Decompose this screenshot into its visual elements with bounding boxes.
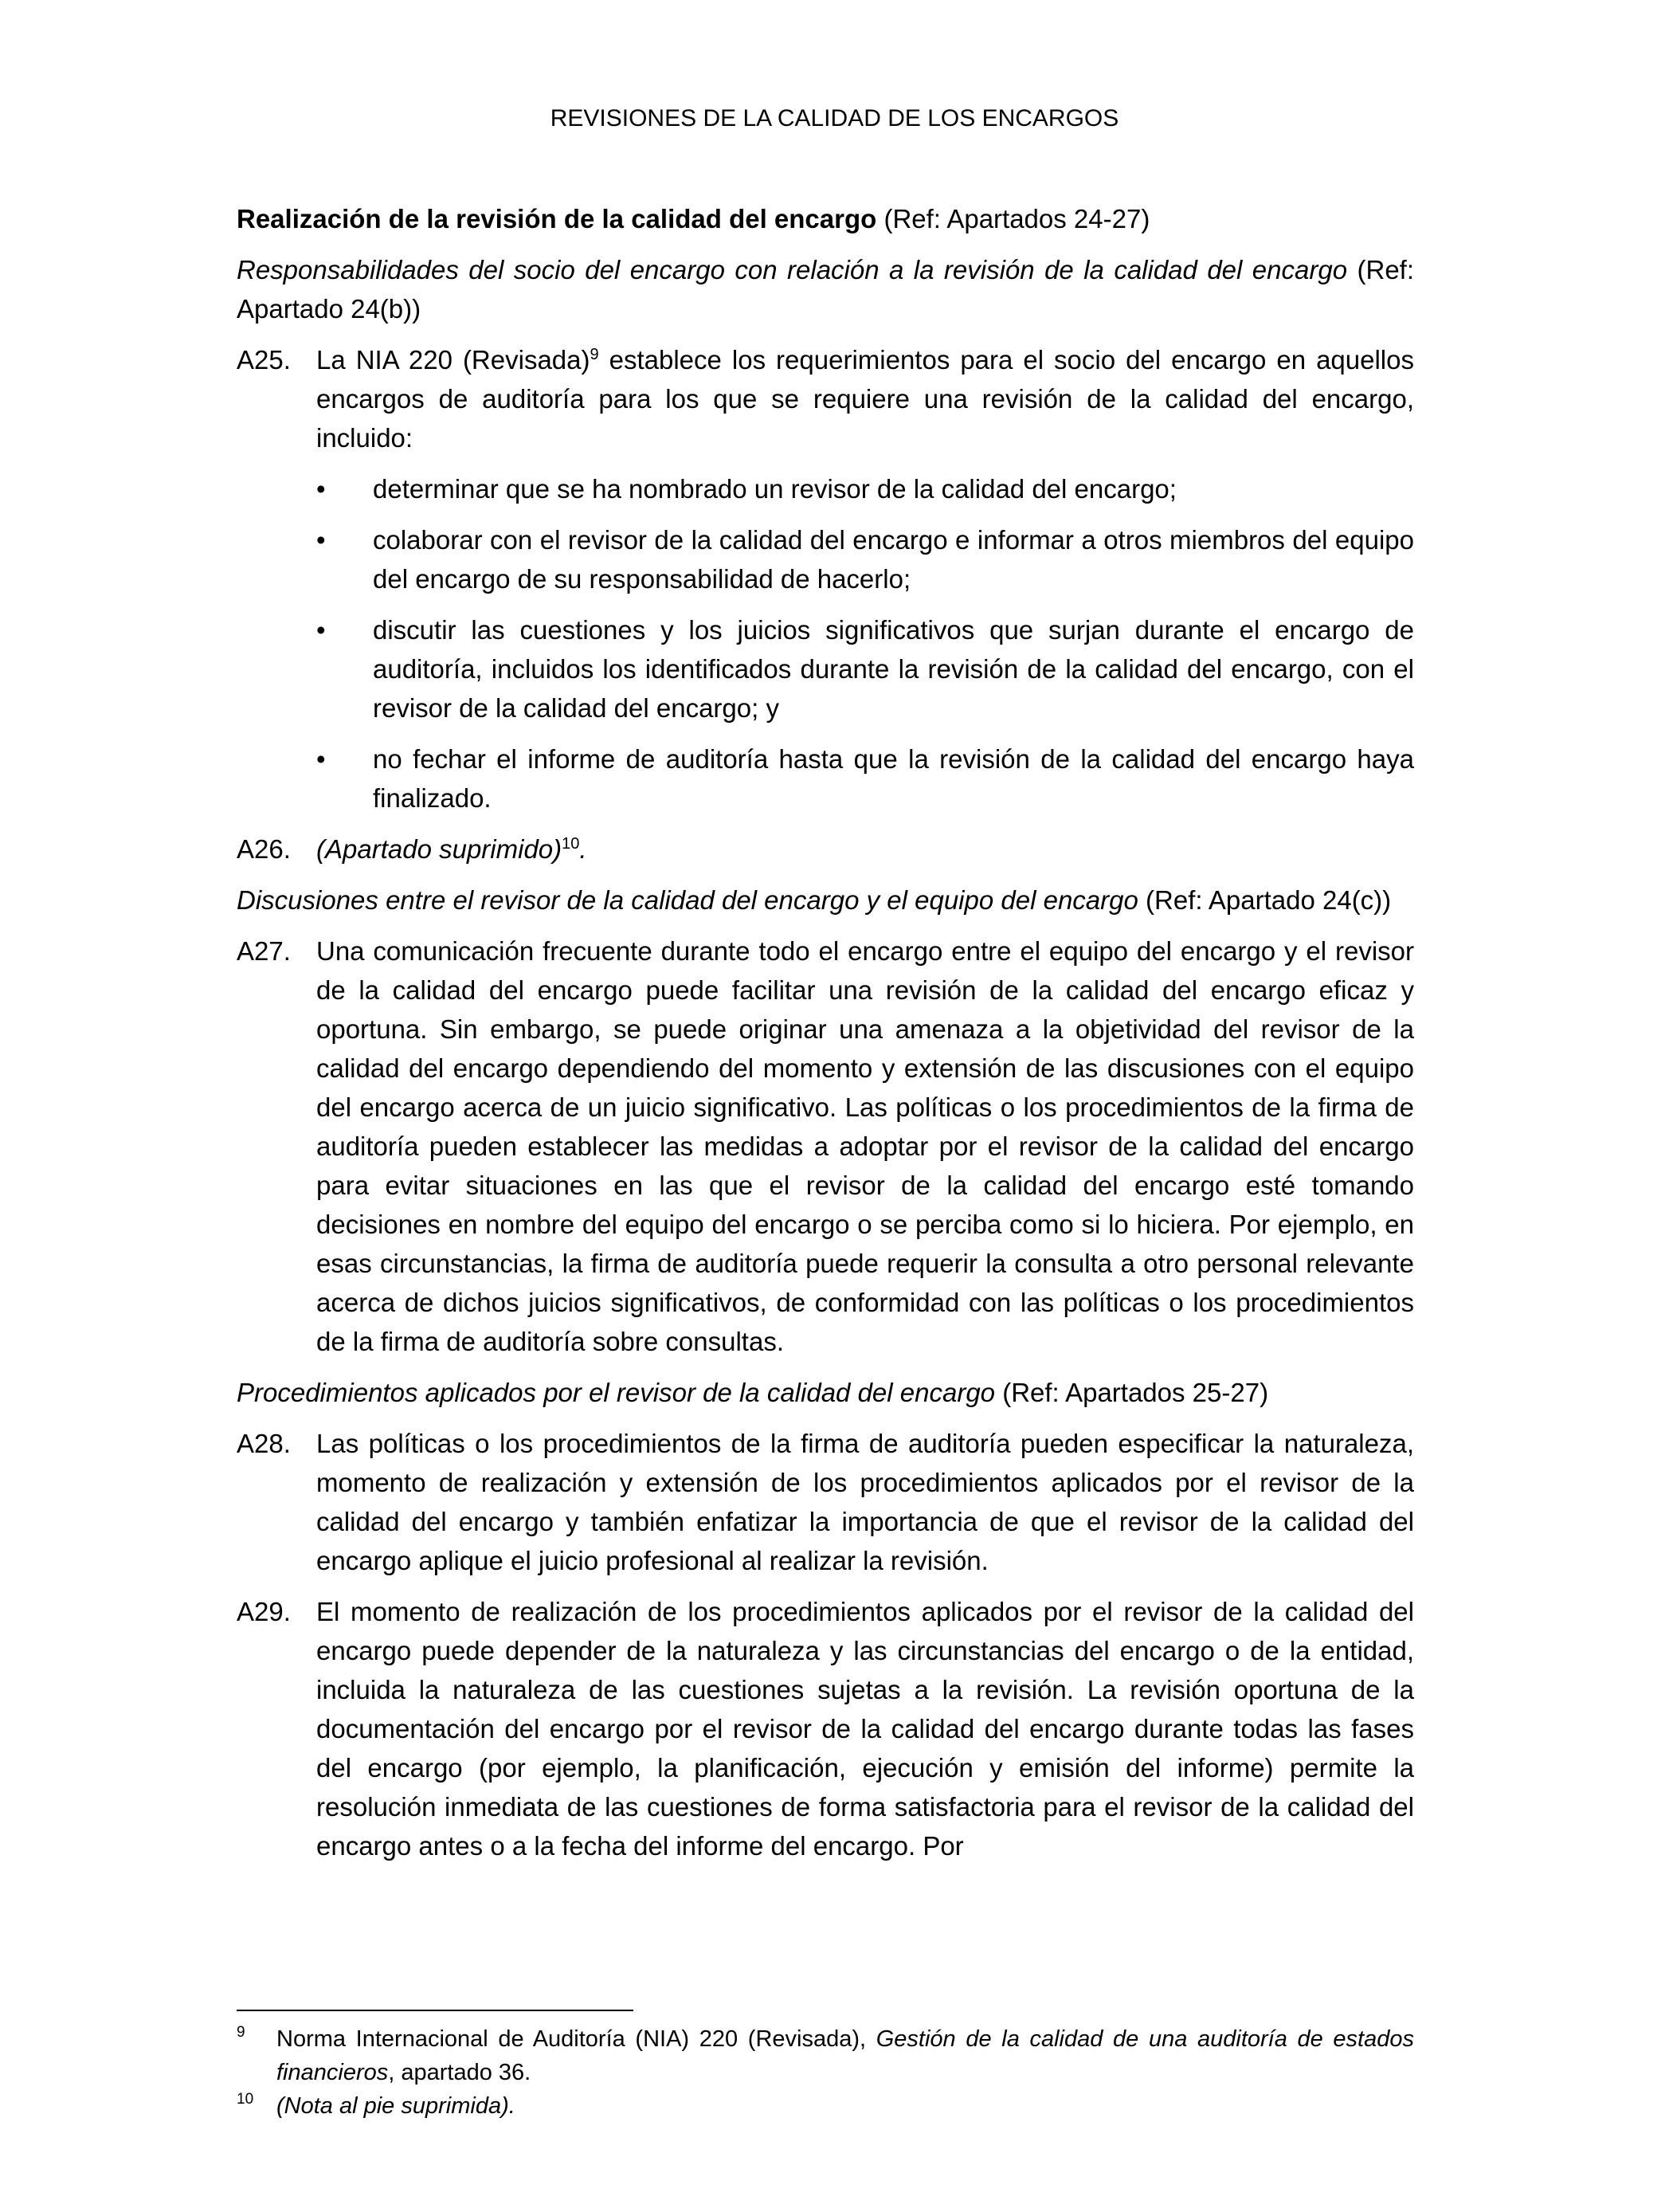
paragraph-number: A26. bbox=[237, 834, 291, 864]
page-body bbox=[237, 199, 1414, 1877]
subheading-responsabilidades bbox=[237, 250, 1414, 328]
list-item-text: discutir las cuestiones y los juicios significativos que surjan durante el encargo de auditoría, incluidos los identificados durante la revisión de la calidad del encargo, con el revisor de la calidad del encargo; y bbox=[373, 615, 1414, 723]
footnote-10 bbox=[237, 2089, 1414, 2123]
subheading-title: Procedimientos aplicados por el revisor de la calidad del encargo bbox=[237, 1378, 996, 1407]
subheading-ref: (Ref: Apartado 24(b)) bbox=[237, 255, 1415, 324]
list-item bbox=[316, 739, 1414, 818]
subheading-ref: (Ref: Apartados 25-27) bbox=[995, 1378, 1269, 1407]
list-item bbox=[316, 520, 1414, 598]
section-heading-title: Realización de la revisión de la calidad del encargo bbox=[237, 204, 877, 233]
list-item bbox=[316, 469, 1414, 508]
bullet-icon: • bbox=[316, 525, 326, 555]
paragraph-text: El momento de realización de los procedimientos aplicados por el revisor de la calidad del encargo puede depender de la naturaleza y las circunstancias del encargo o de la entidad, incluida la naturaleza de las cuestiones sujetas a la revisión. La revisión oportuna de la documentación del encargo por el revisor de la calidad del encargo durante todas las fases del encargo (por ejemplo, la planificación, ejecución y emisión del informe) permite la resolución inmediata de las cuestiones de forma satisfactoria para el revisor de la calidad del encargo antes o a la fecha del informe del encargo. Por bbox=[316, 1597, 1414, 1861]
paragraph-number: A28. bbox=[237, 1429, 291, 1458]
footnote-text-tail: , apartado 36. bbox=[388, 2060, 531, 2085]
paragraph-a27 bbox=[237, 931, 1414, 1361]
paragraph-a28 bbox=[237, 1424, 1414, 1580]
subheading-discusiones bbox=[237, 880, 1414, 920]
bullet-icon: • bbox=[316, 744, 326, 774]
paragraph-a29 bbox=[237, 1592, 1414, 1865]
paragraph-number: A29. bbox=[237, 1597, 291, 1626]
paragraph-text-continued: establece los requerimientos para el socio del encargo en aquellos encargos de auditoría para los que se requiere una revisión de la calidad del encargo, incluido: bbox=[316, 345, 1414, 453]
paragraph-text: La NIA 220 (Revisada) bbox=[316, 345, 590, 375]
paragraph-text: Una comunicación frecuente durante todo el encargo entre el equipo del encargo y el revisor de la calidad del encargo puede facilitar una revisión de la calidad del encargo eficaz y oportuna. Sin embargo, se puede originar una amenaza a la objetividad del revisor de la calidad del encargo dependiendo del momento y extensión de las discusiones con el equipo del encargo acerca de un juicio significativo. Las políticas o los procedimientos de la firma de auditoría pueden establecer las medidas a adoptar por el revisor de la calidad del encargo para evitar situaciones en las que el revisor de la calidad del encargo esté tomando decisiones en nombre del equipo del encargo o se perciba como si lo hiciera. Por ejemplo, en esas circunstancias, la firma de auditoría puede requerir la consulta a otro personal relevante acerca de dichos juicios significativos, de conformidad con las políticas o los procedimientos de la firma de auditoría sobre consultas. bbox=[316, 936, 1414, 1356]
bullet-icon: • bbox=[316, 474, 326, 504]
bullet-icon: • bbox=[316, 615, 326, 645]
footnote-mark: 10 bbox=[237, 2091, 254, 2108]
subheading-title: Discusiones entre el revisor de la calidad del encargo y el equipo del encargo bbox=[237, 885, 1138, 915]
subheading-procedimientos bbox=[237, 1373, 1414, 1412]
paragraph-text: (Apartado suprimido) bbox=[316, 834, 562, 864]
footnote-reference-10[interactable]: 10 bbox=[562, 835, 580, 853]
subheading-title: Responsabilidades del socio del encargo con relación a la revisión de la calidad del encargo bbox=[237, 255, 1348, 284]
list-item-text: determinar que se ha nombrado un revisor de la calidad del encargo; bbox=[373, 474, 1177, 504]
list-item-text: no fechar el informe de auditoría hasta que la revisión de la calidad del encargo haya finalizado. bbox=[373, 744, 1414, 813]
footnote-mark: 9 bbox=[237, 2024, 245, 2041]
paragraph-a26 bbox=[237, 830, 1414, 869]
subheading-ref: (Ref: Apartado 24(c)) bbox=[1138, 885, 1392, 915]
paragraph-number: A27. bbox=[237, 936, 291, 966]
bullet-list bbox=[316, 469, 1414, 818]
paragraph-a25 bbox=[237, 340, 1414, 457]
list-item-text: colaborar con el revisor de la calidad del encargo e informar a otros miembros del equipo del encargo de su responsabilidad de hacerlo; bbox=[373, 525, 1414, 594]
running-header: REVISIONES DE LA CALIDAD DE LOS ENCARGOS bbox=[550, 105, 1119, 131]
footnote-title: Gestión de la calidad de una auditoría de estados financieros bbox=[276, 2026, 1415, 2085]
list-item bbox=[316, 610, 1414, 728]
section-heading-ref: (Ref: Apartados 24-27) bbox=[876, 204, 1150, 233]
paragraph-text: Las políticas o los procedimientos de la firma de auditoría pueden especificar la naturaleza, momento de realización y extensión de los procedimientos aplicados por el revisor de la calidad del encargo y también enfatizar la importancia de que el revisor de la calidad del encargo aplique el juicio profesional al realizar la revisión. bbox=[316, 1429, 1414, 1575]
footnote-text: (Nota al pie suprimida). bbox=[276, 2093, 515, 2119]
footnote-9 bbox=[237, 2022, 1414, 2089]
paragraph-number: A25. bbox=[237, 345, 291, 375]
footnote-text: Norma Internacional de Auditoría (NIA) 220 (Revisada), bbox=[276, 2026, 876, 2052]
footnotes bbox=[237, 2022, 1414, 2123]
paragraph-text-tail: . bbox=[579, 834, 587, 864]
footnote-reference-9[interactable]: 9 bbox=[590, 346, 599, 363]
section-heading bbox=[237, 199, 1414, 238]
footnote-separator bbox=[237, 2010, 633, 2011]
